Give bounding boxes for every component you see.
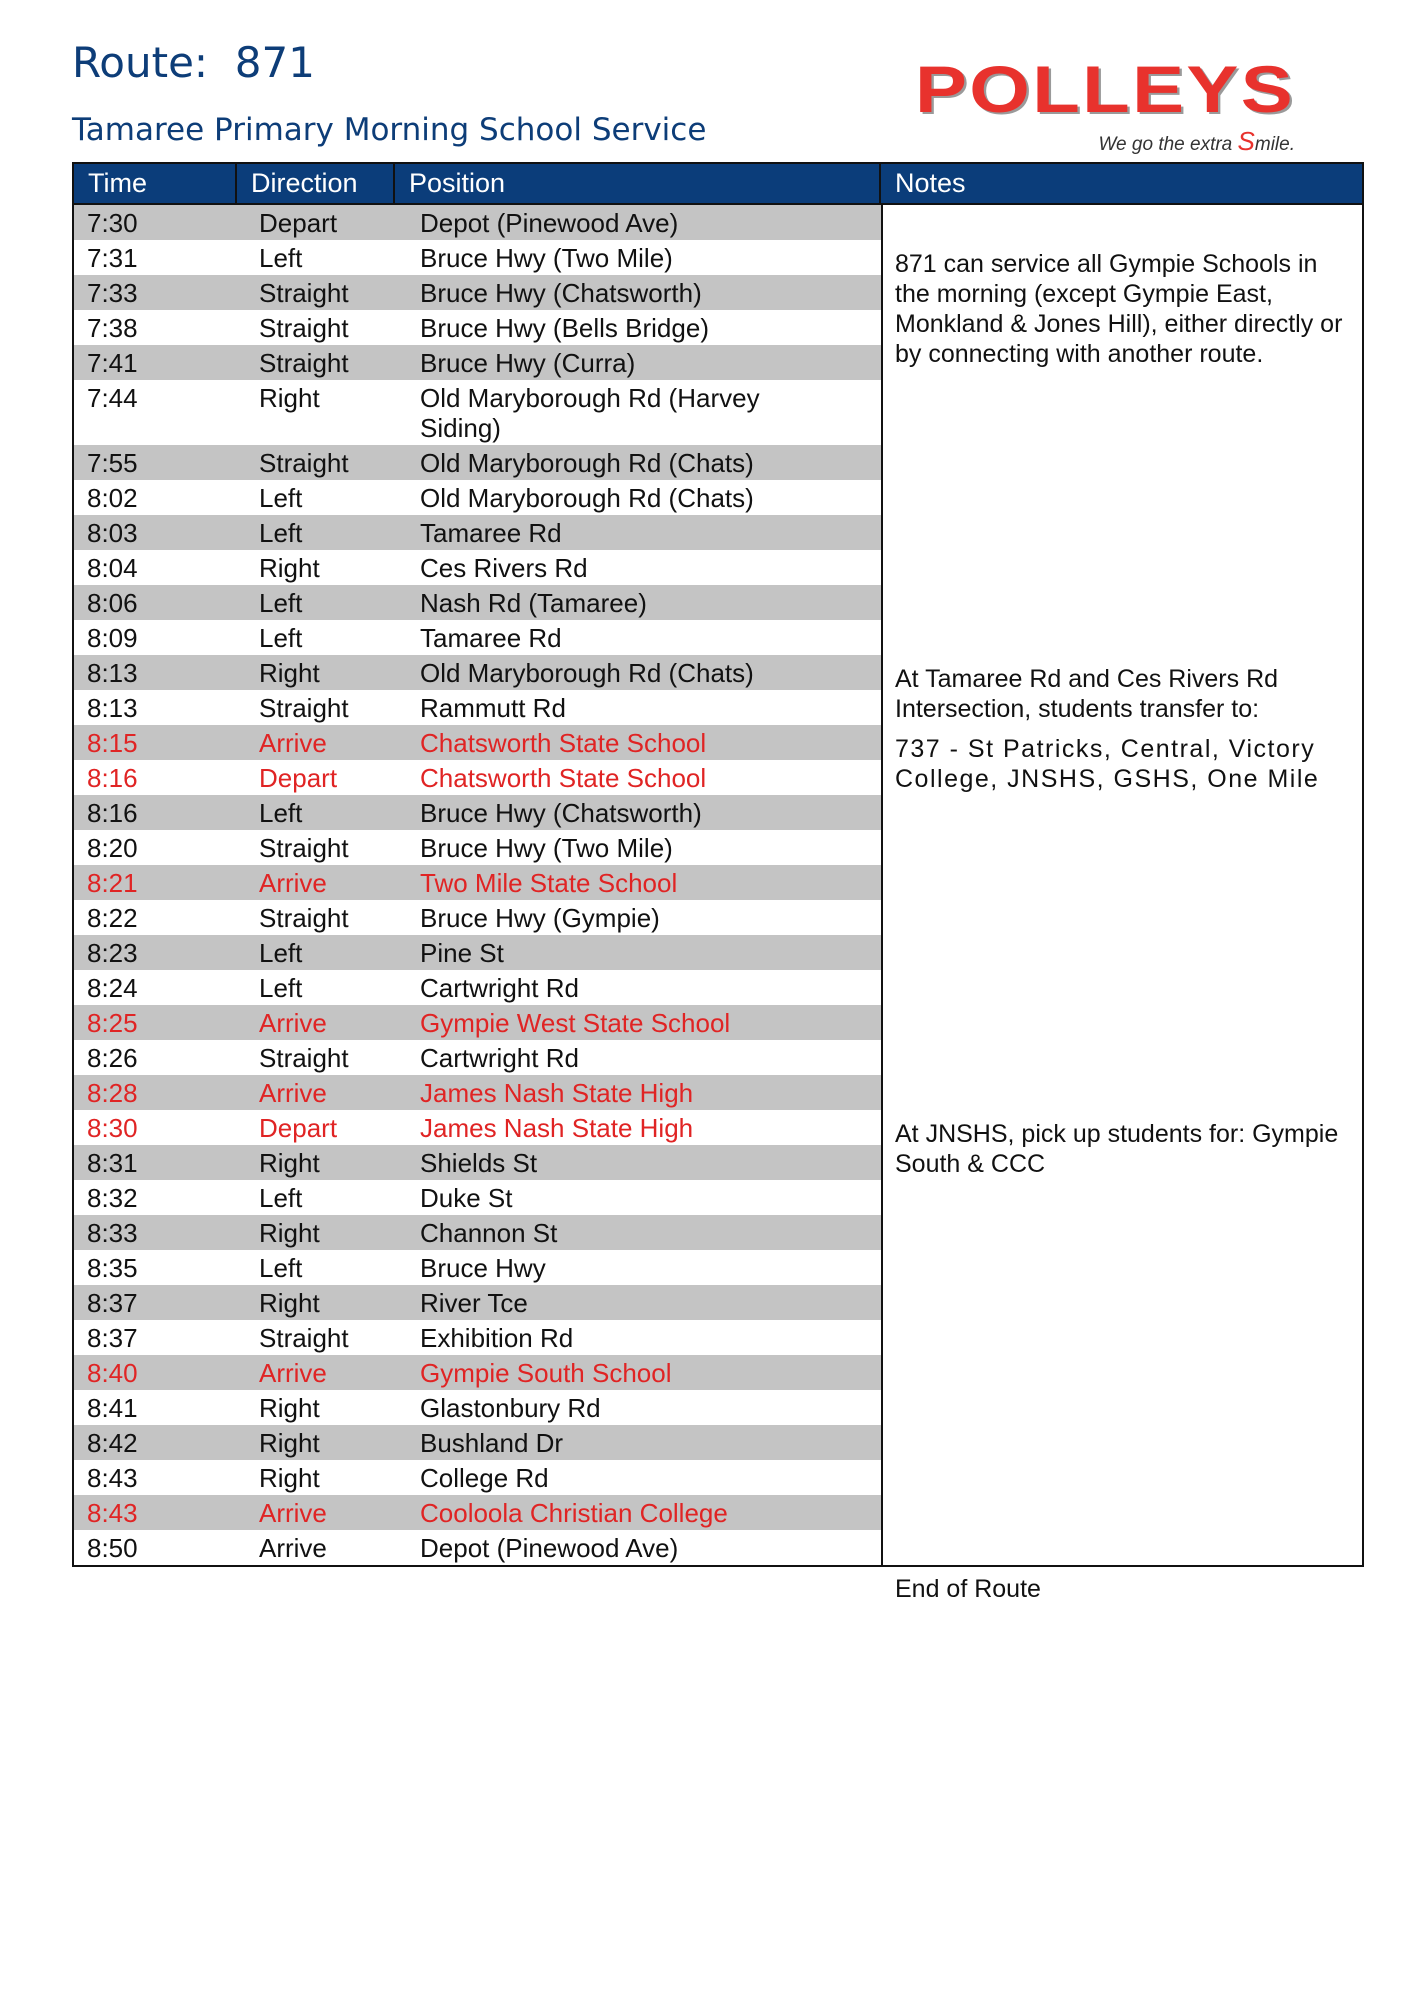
- cell-time: 7:31: [87, 243, 138, 273]
- cell-direction: Straight: [259, 448, 349, 478]
- table-row: [74, 480, 881, 515]
- table-row: [74, 725, 881, 760]
- cell-time: 8:37: [87, 1288, 138, 1318]
- cell-direction: Arrive: [259, 868, 327, 898]
- note-text: At JNSHS, pick up students for: Gympie South & CCC: [895, 1120, 1339, 1178]
- cell-time: 8:21: [87, 868, 138, 898]
- cell-direction: Straight: [259, 1323, 349, 1353]
- table-row: [74, 345, 881, 380]
- cell-position: Cooloola Christian College: [420, 1498, 728, 1528]
- cell-position: Old Maryborough Rd (Chats): [420, 658, 754, 688]
- cell-direction: Arrive: [259, 1008, 327, 1038]
- cell-time: 8:40: [87, 1358, 138, 1388]
- cell-direction: Left: [259, 623, 303, 653]
- cell-time: 8:15: [87, 728, 138, 758]
- cell-position: Bruce Hwy (Bells Bridge): [420, 313, 709, 343]
- table-row: [74, 830, 881, 865]
- cell-position: Chatsworth State School: [420, 728, 707, 758]
- cell-position: Shields St: [420, 1148, 538, 1178]
- column-header-position: Position: [395, 164, 881, 203]
- table-row: [74, 1040, 881, 1075]
- cell-time: 7:44: [87, 383, 138, 413]
- cell-direction: Left: [259, 1253, 303, 1283]
- cell-position: Bruce Hwy: [420, 1253, 546, 1283]
- table-row: [74, 1530, 881, 1565]
- table-row: [74, 445, 881, 480]
- cell-position: Glastonbury Rd: [420, 1393, 601, 1423]
- table-row: [74, 585, 881, 620]
- cell-position: James Nash State High: [420, 1113, 694, 1143]
- cell-direction: Left: [259, 938, 303, 968]
- timetable-body: [74, 205, 1362, 1603]
- cell-time: 8:26: [87, 1043, 138, 1073]
- cell-direction: Right: [259, 1463, 320, 1493]
- cell-position: Bruce Hwy (Two Mile): [420, 243, 673, 273]
- cell-time: 8:23: [87, 938, 138, 968]
- tagline-start: We go the extra: [1098, 134, 1238, 155]
- cell-time: 8:24: [87, 973, 138, 1003]
- cell-time: 8:43: [87, 1463, 138, 1493]
- cell-time: 8:33: [87, 1218, 138, 1248]
- service-subtitle: Tamaree Primary Morning School Service: [72, 112, 707, 148]
- cell-direction: Right: [259, 658, 320, 688]
- table-row: [74, 380, 881, 445]
- table-row: [74, 1110, 881, 1145]
- cell-position: Old Maryborough Rd (Chats): [420, 483, 754, 513]
- cell-direction: Straight: [259, 833, 349, 863]
- cell-direction: Depart: [259, 763, 338, 793]
- cell-direction: Arrive: [259, 1078, 327, 1108]
- cell-position: Bushland Dr: [420, 1428, 564, 1458]
- table-row: [74, 550, 881, 585]
- table-row: [74, 1320, 881, 1355]
- cell-position: Gympie West State School: [420, 1008, 731, 1038]
- cell-time: 8:25: [87, 1008, 138, 1038]
- cell-time: 8:22: [87, 903, 138, 933]
- cell-time: 8:02: [87, 483, 138, 513]
- cell-direction: Left: [259, 243, 303, 273]
- cell-position: Tamaree Rd: [420, 623, 562, 653]
- column-header-time: Time: [74, 164, 237, 203]
- table-row: [74, 1460, 881, 1495]
- table-row: [74, 690, 881, 725]
- table-row: [74, 310, 881, 345]
- cell-position: Old Maryborough Rd (Harvey Siding): [420, 383, 760, 443]
- cell-position: Rammutt Rd: [420, 693, 566, 723]
- cell-position: Ces Rivers Rd: [420, 553, 588, 583]
- cell-position: Bruce Hwy (Chatsworth): [420, 278, 702, 308]
- cell-direction: Arrive: [259, 1498, 327, 1528]
- table-row: [74, 240, 881, 275]
- cell-time: 8:09: [87, 623, 138, 653]
- tagline-smile-s: S: [1237, 126, 1255, 156]
- cell-direction: Straight: [259, 903, 349, 933]
- notes-column: [883, 205, 1362, 1603]
- note-text: 737 - St Patricks, Central, Victory College, JNSHS, GSHS, One Mile: [895, 735, 1320, 793]
- timetable-header: [74, 164, 1362, 205]
- cell-position: Two Mile State School: [420, 868, 678, 898]
- timetable: [72, 162, 1364, 1603]
- column-header-notes: Notes: [895, 168, 966, 198]
- table-row: [74, 970, 881, 1005]
- cell-time: 8:16: [87, 763, 138, 793]
- column-header-direction: Direction: [237, 164, 395, 203]
- cell-position: Chatsworth State School: [420, 763, 707, 793]
- table-row: [74, 795, 881, 830]
- tagline-end: mile.: [1254, 134, 1295, 155]
- cell-direction: Arrive: [259, 728, 327, 758]
- cell-direction: Left: [259, 1183, 303, 1213]
- cell-time: 8:06: [87, 588, 138, 618]
- logo-wordmark: POLLEYS: [915, 52, 1296, 126]
- cell-time: 7:33: [87, 278, 138, 308]
- table-row: [74, 1180, 881, 1215]
- cell-direction: Left: [259, 518, 303, 548]
- cell-position: Channon St: [420, 1218, 558, 1248]
- cell-position: Exhibition Rd: [420, 1323, 574, 1353]
- cell-time: 8:43: [87, 1498, 138, 1528]
- cell-direction: Right: [259, 383, 320, 413]
- table-row: [74, 275, 881, 310]
- cell-time: 8:42: [87, 1428, 138, 1458]
- table-row: [74, 935, 881, 970]
- table-row: [74, 655, 881, 690]
- cell-time: 8:30: [87, 1113, 138, 1143]
- cell-direction: Straight: [259, 348, 349, 378]
- cell-time: 8:28: [87, 1078, 138, 1108]
- cell-position: College Rd: [420, 1463, 549, 1493]
- cell-direction: Right: [259, 1288, 320, 1318]
- note-text: End of Route: [895, 1575, 1041, 1603]
- cell-time: 8:13: [87, 658, 138, 688]
- cell-position: Old Maryborough Rd (Chats): [420, 448, 754, 478]
- cell-time: 7:55: [87, 448, 138, 478]
- cell-direction: Right: [259, 1148, 320, 1178]
- table-row: [74, 1215, 881, 1250]
- logo-tagline: [1098, 126, 1295, 157]
- cell-direction: Arrive: [259, 1358, 327, 1388]
- cell-time: 8:03: [87, 518, 138, 548]
- cell-position: Tamaree Rd: [420, 518, 562, 548]
- cell-time: 7:41: [87, 348, 138, 378]
- table-row: [74, 1355, 881, 1390]
- cell-time: 8:13: [87, 693, 138, 723]
- cell-direction: Left: [259, 588, 303, 618]
- table-row: [74, 760, 881, 795]
- polleys-logo: [905, 52, 1325, 156]
- cell-time: 8:20: [87, 833, 138, 863]
- cell-time: 8:16: [87, 798, 138, 828]
- cell-time: 8:04: [87, 553, 138, 583]
- cell-direction: Depart: [259, 1113, 338, 1143]
- cell-position: Nash Rd (Tamaree): [420, 588, 647, 618]
- cell-direction: Straight: [259, 1043, 349, 1073]
- cell-direction: Right: [259, 1218, 320, 1248]
- table-row: [74, 1495, 881, 1530]
- cell-position: Bruce Hwy (Gympie): [420, 903, 660, 933]
- table-row: [74, 1425, 881, 1460]
- cell-time: 7:38: [87, 313, 138, 343]
- cell-position: River Tce: [420, 1288, 528, 1318]
- cell-direction: Straight: [259, 693, 349, 723]
- cell-position: Gympie South School: [420, 1358, 672, 1388]
- cell-position: Depot (Pinewood Ave): [420, 1533, 679, 1563]
- cell-position: Bruce Hwy (Curra): [420, 348, 636, 378]
- stop-rows: [74, 205, 883, 1565]
- table-row: [74, 205, 881, 240]
- table-row: [74, 1145, 881, 1180]
- table-row: [74, 1390, 881, 1425]
- table-row: [74, 1285, 881, 1320]
- table-row: [74, 900, 881, 935]
- table-row: [74, 1250, 881, 1285]
- cell-position: Pine St: [420, 938, 504, 968]
- cell-direction: Arrive: [259, 1533, 327, 1563]
- cell-position: Duke St: [420, 1183, 513, 1213]
- cell-position: James Nash State High: [420, 1078, 694, 1108]
- table-row: [74, 620, 881, 655]
- route-title: Route: 871: [72, 38, 315, 87]
- cell-direction: Right: [259, 1428, 320, 1458]
- cell-time: 8:31: [87, 1148, 138, 1178]
- cell-direction: Left: [259, 483, 303, 513]
- cell-direction: Straight: [259, 278, 349, 308]
- note-text: 871 can service all Gympie Schools in the morning (except Gympie East, Monkland & Jones Hill), either directly or by connecting with another route.: [895, 250, 1343, 368]
- cell-time: 8:35: [87, 1253, 138, 1283]
- cell-time: 8:37: [87, 1323, 138, 1353]
- cell-position: Cartwright Rd: [420, 973, 579, 1003]
- cell-time: 8:50: [87, 1533, 138, 1563]
- note-text: At Tamaree Rd and Ces Rivers Rd Intersection, students transfer to:: [895, 665, 1279, 723]
- table-row: [74, 1005, 881, 1040]
- cell-time: 8:41: [87, 1393, 138, 1423]
- table-row: [74, 865, 881, 900]
- cell-position: Depot (Pinewood Ave): [420, 208, 679, 238]
- cell-position: Bruce Hwy (Two Mile): [420, 833, 673, 863]
- cell-direction: Left: [259, 798, 303, 828]
- cell-direction: Straight: [259, 313, 349, 343]
- cell-direction: Right: [259, 1393, 320, 1423]
- table-row: [74, 1075, 881, 1110]
- table-row: [74, 515, 881, 550]
- cell-position: Cartwright Rd: [420, 1043, 579, 1073]
- cell-direction: Left: [259, 973, 303, 1003]
- cell-direction: Right: [259, 553, 320, 583]
- cell-position: Bruce Hwy (Chatsworth): [420, 798, 702, 828]
- cell-time: 8:32: [87, 1183, 138, 1213]
- cell-direction: Depart: [259, 208, 338, 238]
- cell-time: 7:30: [87, 208, 138, 238]
